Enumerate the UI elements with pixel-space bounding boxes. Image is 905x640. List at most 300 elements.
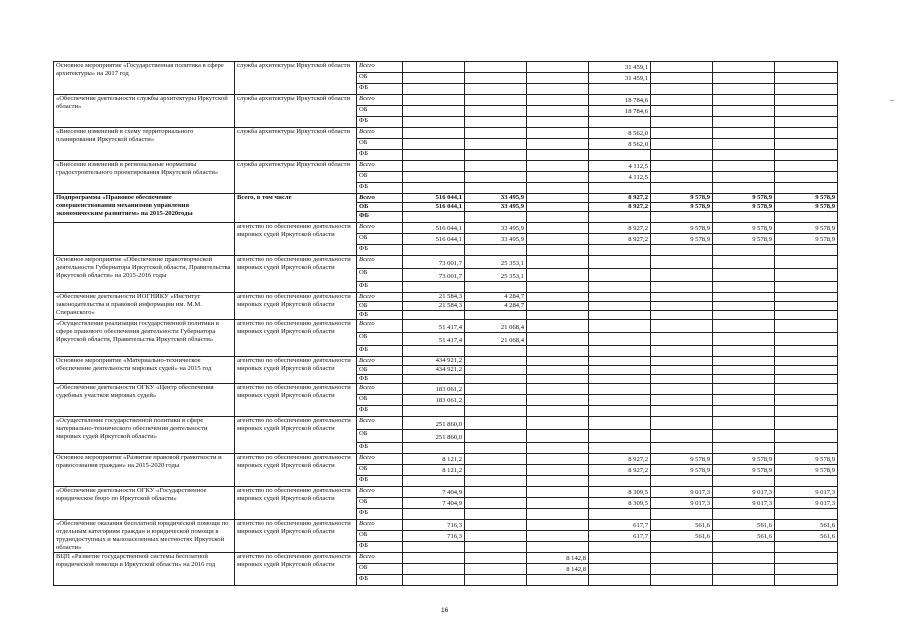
- funding-source-cell: Всего: [357, 357, 403, 366]
- amount-cell: [713, 117, 775, 128]
- amount-cell: [713, 84, 775, 95]
- funding-source-cell: ФБ: [357, 443, 403, 454]
- amount-cell: [775, 509, 838, 520]
- funding-source-cell: ФБ: [357, 117, 403, 128]
- amount-cell: 9 578,9: [713, 223, 775, 234]
- table-row: [54, 384, 838, 395]
- amount-cell: [527, 172, 589, 183]
- amount-cell: 18 784,6: [589, 106, 651, 117]
- funding-source-cell: ОБ: [357, 269, 403, 282]
- funding-source-cell: Всего: [357, 553, 403, 564]
- amount-cell: [403, 311, 465, 320]
- amount-cell: 183 061,2: [403, 395, 465, 406]
- amount-cell: [713, 509, 775, 520]
- amount-cell: [651, 256, 713, 269]
- table-row: [54, 487, 838, 498]
- amount-cell: [527, 487, 589, 498]
- amount-cell: 8 142,8: [527, 564, 589, 575]
- amount-cell: [775, 375, 838, 384]
- amount-cell: [403, 106, 465, 117]
- activity-name-cell: «Обеспечение деятельности ОГКУ «Государственное юридическое бюро по Иркутской области»: [54, 487, 235, 520]
- amount-cell: [527, 269, 589, 282]
- amount-cell: [527, 73, 589, 84]
- amount-cell: [527, 384, 589, 395]
- amount-cell: 9 578,9: [713, 454, 775, 465]
- amount-cell: [713, 95, 775, 106]
- funding-source-cell: Всего: [357, 194, 403, 203]
- amount-cell: 561,6: [651, 520, 713, 531]
- amount-cell: [651, 366, 713, 375]
- amount-cell: [651, 476, 713, 487]
- amount-cell: [775, 282, 838, 293]
- amount-cell: [651, 128, 713, 139]
- amount-cell: 73 001,7: [403, 269, 465, 282]
- amount-cell: [775, 128, 838, 139]
- margin-mark: [890, 100, 894, 101]
- amount-cell: [527, 375, 589, 384]
- amount-cell: [589, 282, 651, 293]
- amount-cell: 9 017,3: [775, 498, 838, 509]
- amount-cell: [465, 128, 527, 139]
- amount-cell: [775, 73, 838, 84]
- amount-cell: 8 927,2: [589, 223, 651, 234]
- amount-cell: 9 578,9: [775, 465, 838, 476]
- funding-source-cell: Всего: [357, 62, 403, 73]
- funding-source-cell: ОБ: [357, 333, 403, 346]
- amount-cell: [589, 430, 651, 443]
- amount-cell: [465, 366, 527, 375]
- amount-cell: [527, 320, 589, 333]
- funding-source-cell: ФБ: [357, 245, 403, 256]
- amount-cell: [527, 245, 589, 256]
- amount-cell: [589, 212, 651, 223]
- amount-cell: [589, 476, 651, 487]
- activity-name-cell: «Обеспечение деятельности ОГКУ «Центр обеспечения судебных участков мировых судей»: [54, 384, 235, 417]
- amount-cell: [527, 498, 589, 509]
- executor-cell: агентство по обеспечению деятельности мировых судей Иркутской области: [235, 520, 357, 553]
- table-row: [54, 62, 838, 73]
- amount-cell: [775, 366, 838, 375]
- table-row: [54, 357, 838, 366]
- amount-cell: [527, 95, 589, 106]
- budget-table-sheet: [53, 61, 837, 586]
- activity-name-cell: «Осуществление государственной политики в сфере материально-технического обеспечения деятельности мировых судей Иркутской области»: [54, 417, 235, 454]
- amount-cell: 25 353,1: [465, 269, 527, 282]
- funding-source-cell: ОБ: [357, 234, 403, 245]
- amount-cell: [527, 150, 589, 161]
- amount-cell: 8 562,0: [589, 139, 651, 150]
- amount-cell: [775, 212, 838, 223]
- executor-cell: служба архитектуры Иркутской области: [235, 95, 357, 128]
- amount-cell: [713, 172, 775, 183]
- amount-cell: [713, 320, 775, 333]
- amount-cell: [403, 443, 465, 454]
- amount-cell: [589, 346, 651, 357]
- amount-cell: [775, 542, 838, 553]
- table-row: [54, 320, 838, 333]
- amount-cell: 561,6: [651, 531, 713, 542]
- amount-cell: [527, 542, 589, 553]
- amount-cell: [465, 161, 527, 172]
- amount-cell: 716,3: [403, 520, 465, 531]
- funding-source-cell: ФБ: [357, 406, 403, 417]
- funding-source-cell: ОБ: [357, 172, 403, 183]
- funding-source-cell: ФБ: [357, 575, 403, 586]
- amount-cell: [775, 95, 838, 106]
- amount-cell: 21 584,3: [403, 302, 465, 311]
- table-row: [54, 161, 838, 172]
- amount-cell: [775, 357, 838, 366]
- amount-cell: 9 578,9: [713, 203, 775, 212]
- activity-name-cell: ВЦП «Развитие государственной системы бесплатной юридической помощи в Иркутской области» на 2016 год: [54, 553, 235, 586]
- amount-cell: 716,3: [403, 531, 465, 542]
- amount-cell: [651, 117, 713, 128]
- amount-cell: [651, 443, 713, 454]
- amount-cell: [775, 575, 838, 586]
- amount-cell: [465, 476, 527, 487]
- funding-source-cell: ОБ: [357, 139, 403, 150]
- amount-cell: [465, 73, 527, 84]
- funding-source-cell: ОБ: [357, 366, 403, 375]
- executor-cell: служба архитектуры Иркутской области: [235, 161, 357, 194]
- amount-cell: 9 578,9: [713, 194, 775, 203]
- amount-cell: [403, 346, 465, 357]
- amount-cell: [527, 406, 589, 417]
- amount-cell: [713, 406, 775, 417]
- amount-cell: [713, 366, 775, 375]
- amount-cell: [651, 106, 713, 117]
- table-row: [54, 454, 838, 465]
- amount-cell: [527, 183, 589, 194]
- amount-cell: [527, 302, 589, 311]
- funding-source-cell: ФБ: [357, 183, 403, 194]
- activity-name-cell: Основное мероприятие «Материально-техническое обеспечение деятельности мировых судей» на 2015 год: [54, 357, 235, 384]
- table-row: [54, 417, 838, 430]
- amount-cell: [651, 406, 713, 417]
- amount-cell: [589, 84, 651, 95]
- amount-cell: [527, 62, 589, 73]
- amount-cell: [651, 95, 713, 106]
- amount-cell: [527, 282, 589, 293]
- amount-cell: 9 578,9: [651, 223, 713, 234]
- amount-cell: [403, 117, 465, 128]
- executor-cell: служба архитектуры Иркутской области: [235, 62, 357, 95]
- amount-cell: [775, 161, 838, 172]
- amount-cell: 33 495,9: [465, 223, 527, 234]
- amount-cell: [403, 406, 465, 417]
- amount-cell: [713, 256, 775, 269]
- amount-cell: [775, 84, 838, 95]
- amount-cell: [527, 346, 589, 357]
- amount-cell: [775, 430, 838, 443]
- amount-cell: [713, 575, 775, 586]
- amount-cell: 561,6: [713, 520, 775, 531]
- amount-cell: [465, 106, 527, 117]
- amount-cell: [589, 269, 651, 282]
- amount-cell: [527, 357, 589, 366]
- amount-cell: [713, 357, 775, 366]
- amount-cell: [527, 106, 589, 117]
- activity-name-cell: «Внесение изменений в схему территориального планирования Иркутской области»: [54, 128, 235, 161]
- funding-source-cell: Всего: [357, 520, 403, 531]
- amount-cell: [465, 465, 527, 476]
- funding-source-cell: ОБ: [357, 430, 403, 443]
- amount-cell: 31 459,1: [589, 62, 651, 73]
- funding-source-cell: ФБ: [357, 346, 403, 357]
- amount-cell: [713, 293, 775, 302]
- amount-cell: [403, 575, 465, 586]
- executor-cell: агентство по обеспечению деятельности мировых судей Иркутской области: [235, 320, 357, 357]
- funding-source-cell: ФБ: [357, 311, 403, 320]
- amount-cell: [713, 282, 775, 293]
- funding-source-cell: ФБ: [357, 282, 403, 293]
- amount-cell: [403, 509, 465, 520]
- amount-cell: [651, 553, 713, 564]
- amount-cell: [527, 234, 589, 245]
- funding-source-cell: ОБ: [357, 106, 403, 117]
- amount-cell: [713, 269, 775, 282]
- amount-cell: 183 061,2: [403, 384, 465, 395]
- amount-cell: 561,6: [713, 531, 775, 542]
- amount-cell: [465, 139, 527, 150]
- amount-cell: [775, 62, 838, 73]
- amount-cell: 33 495,9: [465, 234, 527, 245]
- amount-cell: [403, 183, 465, 194]
- amount-cell: [589, 542, 651, 553]
- amount-cell: 8 927,2: [589, 454, 651, 465]
- amount-cell: [651, 395, 713, 406]
- table-row: [54, 223, 838, 234]
- amount-cell: 9 017,3: [651, 498, 713, 509]
- amount-cell: [527, 476, 589, 487]
- amount-cell: [713, 384, 775, 395]
- amount-cell: [465, 443, 527, 454]
- amount-cell: 4 284,7: [465, 293, 527, 302]
- amount-cell: [527, 194, 589, 203]
- amount-cell: [589, 366, 651, 375]
- amount-cell: [651, 575, 713, 586]
- amount-cell: [651, 293, 713, 302]
- amount-cell: [775, 117, 838, 128]
- amount-cell: 9 578,9: [775, 203, 838, 212]
- amount-cell: [465, 183, 527, 194]
- amount-cell: [589, 302, 651, 311]
- amount-cell: [713, 443, 775, 454]
- amount-cell: [775, 150, 838, 161]
- amount-cell: [651, 161, 713, 172]
- amount-cell: [403, 139, 465, 150]
- amount-cell: [403, 375, 465, 384]
- amount-cell: [589, 395, 651, 406]
- amount-cell: [527, 520, 589, 531]
- amount-cell: [775, 269, 838, 282]
- amount-cell: [589, 183, 651, 194]
- amount-cell: [465, 487, 527, 498]
- amount-cell: [465, 346, 527, 357]
- amount-cell: [465, 406, 527, 417]
- amount-cell: [713, 62, 775, 73]
- amount-cell: [465, 531, 527, 542]
- amount-cell: [713, 73, 775, 84]
- amount-cell: [775, 256, 838, 269]
- funding-source-cell: ОБ: [357, 465, 403, 476]
- activity-name-cell: Основное мероприятие «Развитие правовой грамотности и правосознания граждан» на 2015-2020 годы: [54, 454, 235, 487]
- amount-cell: [775, 106, 838, 117]
- amount-cell: [403, 150, 465, 161]
- amount-cell: 21 068,4: [465, 320, 527, 333]
- amount-cell: [651, 384, 713, 395]
- amount-cell: [713, 564, 775, 575]
- funding-source-cell: Всего: [357, 95, 403, 106]
- amount-cell: 434 921,2: [403, 357, 465, 366]
- amount-cell: [527, 443, 589, 454]
- amount-cell: [465, 430, 527, 443]
- activity-name-cell: «Обеспечение деятельности службы архитектуры Иркутской области»: [54, 95, 235, 128]
- amount-cell: [775, 320, 838, 333]
- amount-cell: 516 044,1: [403, 203, 465, 212]
- table-row: [54, 95, 838, 106]
- amount-cell: [713, 212, 775, 223]
- amount-cell: [775, 183, 838, 194]
- amount-cell: 9 017,3: [713, 487, 775, 498]
- amount-cell: [465, 117, 527, 128]
- funding-source-cell: Всего: [357, 223, 403, 234]
- amount-cell: [465, 520, 527, 531]
- amount-cell: [651, 346, 713, 357]
- amount-cell: [403, 95, 465, 106]
- funding-source-cell: ОБ: [357, 302, 403, 311]
- amount-cell: [651, 282, 713, 293]
- amount-cell: [589, 117, 651, 128]
- amount-cell: [713, 375, 775, 384]
- amount-cell: [713, 106, 775, 117]
- amount-cell: 8 121,2: [403, 454, 465, 465]
- amount-cell: [465, 212, 527, 223]
- amount-cell: 8 927,2: [589, 234, 651, 245]
- amount-cell: [589, 293, 651, 302]
- activity-name-cell: «Обеспечение деятельности ИОГНИКУ «Институт законодательства и правовой информации им. М.М. Сперанского»: [54, 293, 235, 320]
- funding-source-cell: Всего: [357, 161, 403, 172]
- amount-cell: 9 578,9: [651, 194, 713, 203]
- amount-cell: [589, 443, 651, 454]
- amount-cell: [775, 443, 838, 454]
- amount-cell: [527, 203, 589, 212]
- amount-cell: 51 417,4: [403, 320, 465, 333]
- amount-cell: [589, 150, 651, 161]
- amount-cell: [527, 256, 589, 269]
- amount-cell: [651, 84, 713, 95]
- amount-cell: 8 142,8: [527, 553, 589, 564]
- amount-cell: [527, 575, 589, 586]
- amount-cell: [651, 417, 713, 430]
- amount-cell: [775, 311, 838, 320]
- amount-cell: [651, 212, 713, 223]
- amount-cell: [465, 172, 527, 183]
- amount-cell: [527, 212, 589, 223]
- activity-name-cell: «Обеспечение оказания бесплатной юридической помощи по отдельным категориям граждан и юридической помощи в труднодоступных и малозаселенных местностях Иркутской области»: [54, 520, 235, 553]
- amount-cell: [403, 62, 465, 73]
- table-row: [54, 194, 838, 203]
- amount-cell: 9 578,9: [651, 234, 713, 245]
- amount-cell: [775, 476, 838, 487]
- amount-cell: [651, 62, 713, 73]
- amount-cell: [465, 375, 527, 384]
- amount-cell: [651, 375, 713, 384]
- funding-source-cell: ФБ: [357, 150, 403, 161]
- amount-cell: [403, 172, 465, 183]
- executor-cell: агентство по обеспечению деятельности мировых судей Иркутской области: [235, 223, 357, 256]
- amount-cell: [713, 553, 775, 564]
- funding-source-cell: ОБ: [357, 564, 403, 575]
- amount-cell: [713, 302, 775, 311]
- amount-cell: 9 017,3: [775, 487, 838, 498]
- amount-cell: 8 927,2: [589, 203, 651, 212]
- amount-cell: [775, 417, 838, 430]
- amount-cell: [527, 395, 589, 406]
- amount-cell: [651, 150, 713, 161]
- amount-cell: 8 121,2: [403, 465, 465, 476]
- amount-cell: [713, 346, 775, 357]
- amount-cell: [527, 531, 589, 542]
- amount-cell: [527, 465, 589, 476]
- amount-cell: [465, 575, 527, 586]
- amount-cell: [775, 245, 838, 256]
- amount-cell: [527, 333, 589, 346]
- amount-cell: [465, 509, 527, 520]
- amount-cell: [589, 311, 651, 320]
- amount-cell: 8 927,2: [589, 194, 651, 203]
- amount-cell: [403, 128, 465, 139]
- table-row: [54, 520, 838, 531]
- amount-cell: 9 017,3: [713, 498, 775, 509]
- amount-cell: [651, 333, 713, 346]
- funding-source-cell: Всего: [357, 454, 403, 465]
- amount-cell: [775, 395, 838, 406]
- amount-cell: 434 921,2: [403, 366, 465, 375]
- funding-source-cell: ОБ: [357, 73, 403, 84]
- amount-cell: [589, 575, 651, 586]
- amount-cell: [527, 117, 589, 128]
- amount-cell: 25 353,1: [465, 256, 527, 269]
- amount-cell: [651, 245, 713, 256]
- amount-cell: [465, 150, 527, 161]
- amount-cell: [713, 476, 775, 487]
- amount-cell: [527, 161, 589, 172]
- amount-cell: 9 578,9: [651, 465, 713, 476]
- activity-name-cell: «Внесение изменений в региональные нормативы градостроительного проектирования Иркутской области»: [54, 161, 235, 194]
- amount-cell: 561,6: [775, 520, 838, 531]
- amount-cell: [465, 62, 527, 73]
- amount-cell: [713, 183, 775, 194]
- amount-cell: [527, 293, 589, 302]
- amount-cell: 9 578,9: [775, 194, 838, 203]
- amount-cell: 9 578,9: [775, 223, 838, 234]
- funding-source-cell: Всего: [357, 417, 403, 430]
- amount-cell: 7 404,9: [403, 498, 465, 509]
- amount-cell: [527, 311, 589, 320]
- amount-cell: 4 112,5: [589, 161, 651, 172]
- funding-source-cell: ОБ: [357, 531, 403, 542]
- amount-cell: 7 404,9: [403, 487, 465, 498]
- amount-cell: 617,7: [589, 520, 651, 531]
- amount-cell: [403, 282, 465, 293]
- table-row: [54, 293, 838, 302]
- page-number: 16: [441, 607, 449, 614]
- amount-cell: 516 044,1: [403, 194, 465, 203]
- funding-source-cell: ОБ: [357, 395, 403, 406]
- amount-cell: [465, 553, 527, 564]
- funding-source-cell: ОБ: [357, 498, 403, 509]
